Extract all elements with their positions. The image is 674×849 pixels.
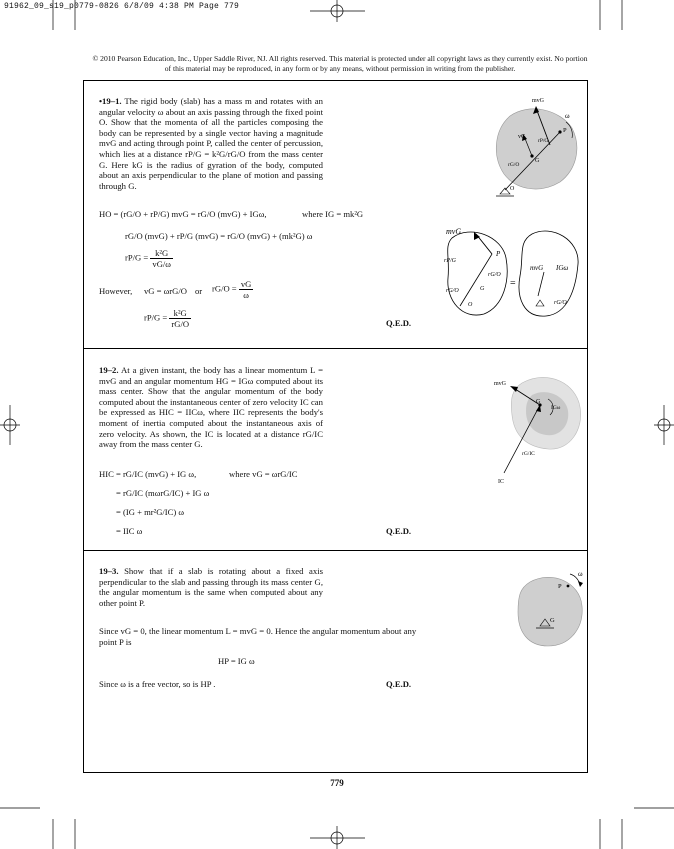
problem-19-1-statement: [99, 96, 323, 191]
equation-hic: HIC = rG/IC (mvG) + IG ω,: [99, 469, 197, 479]
svg-text:P: P: [558, 583, 562, 590]
problem-19-2-statement: [99, 365, 323, 450]
equation-rpg-1: rP/G = $\frac{\text{k²G}}{vG/\omega}$: [125, 248, 171, 269]
equation-where: where IG = mk²G: [302, 209, 364, 219]
svg-text:G: G: [480, 286, 485, 292]
equation-rpg-2: rP/G = $\frac{\text{k²G}}{rG/O}$: [144, 308, 190, 329]
svg-text:vG: vG: [518, 134, 526, 140]
equation-moment-balance: rG/O (mvG) + rP/G (mvG) = rG/O (mvG) + (mk²G) ω: [125, 231, 313, 241]
svg-text:O: O: [468, 302, 473, 308]
svg-text:G: G: [535, 158, 540, 164]
svg-text:ω: ω: [578, 570, 583, 578]
qed-label: Q.E.D.: [386, 526, 412, 536]
svg-text:G: G: [550, 617, 555, 624]
problem-number: •19–1.: [99, 96, 122, 106]
print-slug: 91962_09_s19_p0779-0826 6/8/09 4:38 PM Page 779: [4, 2, 240, 11]
svg-text:P: P: [563, 127, 567, 134]
svg-text:IGω: IGω: [556, 264, 569, 272]
equation-where: where vG = ωrG/IC: [229, 469, 298, 479]
figure-19-2: [490, 365, 585, 490]
free-vector-statement: Since ω is a free vector, so is HP .: [99, 679, 216, 689]
svg-text:rP/G: rP/G: [444, 258, 456, 264]
page-number: 779: [330, 778, 344, 788]
problem-text: At a given instant, the body has a linear momentum L = mvG and an angular momentum HG = IGω computed about its mass center. Show that the angular momentum of the body computed about the instantaneous center of zero velocity IC can be expressed as HIC = IICω, where IIC represents the body's moment of inertia computed about the instantaneous axis of zero velocity. As shown, the IC is located at a distance rG/IC away from the mass center G.: [99, 365, 323, 450]
svg-text:mvG: mvG: [446, 227, 462, 236]
svg-text:rG/O: rG/O: [446, 288, 459, 294]
svg-text:rG/O: rG/O: [508, 162, 520, 168]
since-statement: Since vG = 0, the linear momentum L = mvG = 0. Hence the angular momentum about any point P is: [99, 626, 417, 647]
equation-vg: vG = ωrG/O: [144, 286, 187, 296]
svg-text:P: P: [496, 250, 501, 258]
figure-19-1: [480, 90, 585, 202]
svg-text:G: G: [536, 399, 541, 405]
qed-label: Q.E.D.: [386, 318, 412, 328]
equation-rgo: rG/O = $\frac{vG}{\omega}$: [212, 279, 252, 300]
copyright-notice: © 2010 Pearson Education, Inc., Upper Saddle River, NJ. All rights reserved. This material is protected under all copyright laws as they currently exist. No portion of this material may be reproduced, in any form or by any means, without permission in writing from the publisher.: [92, 54, 588, 73]
problem-19-3-statement: [99, 566, 323, 608]
problem-divider: [83, 348, 588, 349]
svg-text:mvG: mvG: [494, 381, 506, 387]
equation-hic-step3: = (IG + mr²G/IC) ω: [116, 507, 185, 517]
svg-text:mvG: mvG: [532, 98, 544, 104]
problem-number: 19–3.: [99, 566, 119, 576]
svg-text:mvG: mvG: [530, 264, 544, 272]
however-label: However,: [99, 286, 133, 296]
equation-ho: HO = (rG/O + rP/G) mvG = rG/O (mvG) + IGω,: [99, 209, 267, 219]
svg-text:O: O: [510, 186, 515, 192]
problem-text: Show that if a slab is rotating about a fixed axis perpendicular to the slab and passing through its mass center G, the angular momentum is the same when computed about any other point P.: [99, 566, 323, 608]
equation-hp: HP = IG ω: [218, 656, 255, 666]
svg-text:rG/O: rG/O: [554, 300, 567, 306]
figure-19-3: [508, 566, 586, 650]
svg-text:IC: IC: [498, 479, 504, 485]
equation-hic-step2: = rG/IC (mωrG/IC) + IG ω: [116, 488, 210, 498]
svg-text:=: =: [510, 278, 516, 289]
svg-text:rP/G: rP/G: [538, 138, 549, 144]
qed-label: Q.E.D.: [386, 679, 412, 689]
problem-divider: [83, 550, 588, 551]
svg-text:rG/O: rG/O: [488, 272, 501, 278]
or-label: or: [195, 286, 203, 296]
svg-text:ω: ω: [565, 112, 570, 120]
figure-19-1-sketch: [440, 218, 586, 326]
svg-text:IGω: IGω: [551, 405, 561, 411]
equation-hic-step4: = IIC ω: [116, 526, 143, 536]
problem-number: 19–2.: [99, 365, 119, 375]
problem-text: The rigid body (slab) has a mass m and rotates with an angular velocity ω about an axis passing through the fixed point O. Show that the momenta of all the particles composing the body can be represented by a single vector having a magnitude mvG and acting through point P, called the center of percussion, which lies at a distance rP/G = k²G/rG/O from the mass center G. Here kG is the radius of gyration of the body, computed about an axis perpendicular to the plane of motion and passing through G.: [99, 96, 324, 191]
svg-text:rG/IC: rG/IC: [522, 451, 535, 457]
